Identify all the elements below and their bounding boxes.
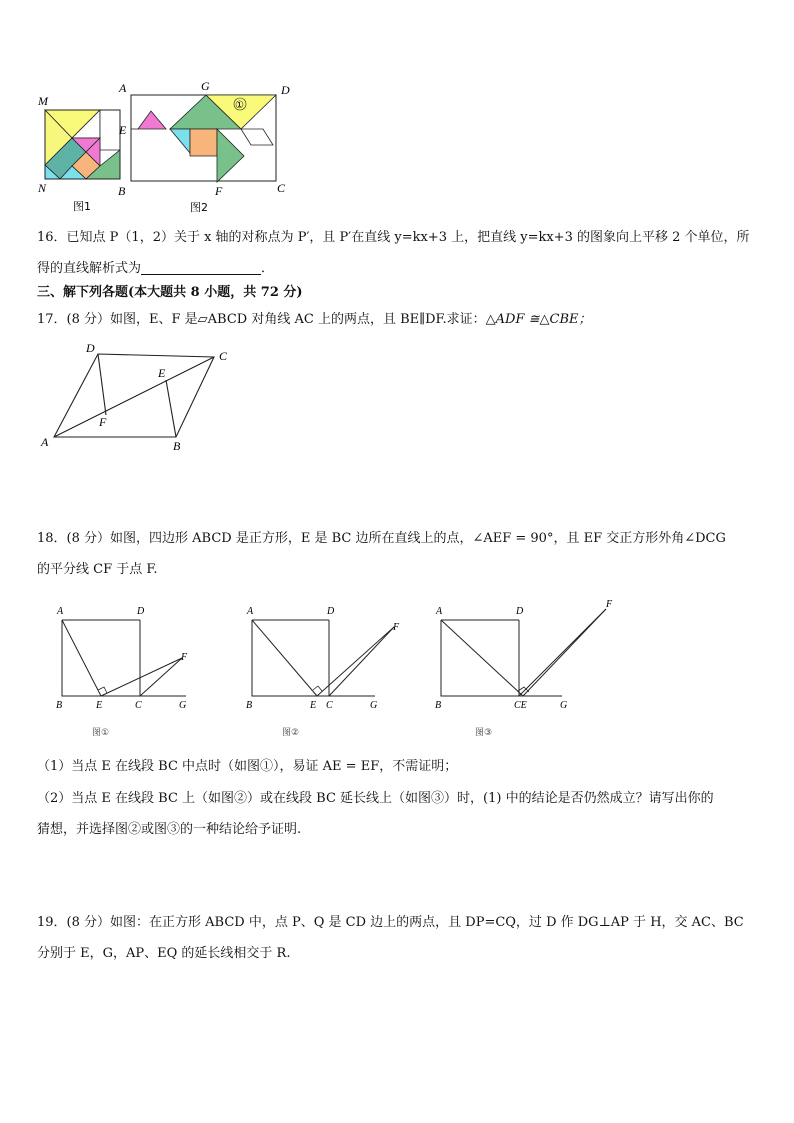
q17-text-pre: 17．(8 分）如图，E、F 是▱ABCD 对角线 AC 上的两点，且 BE∥DF.求证：	[37, 312, 486, 327]
q18-f3-label-D: D	[516, 606, 524, 617]
q18-part2-line1: （2）当点 E 在线段 BC 上（如图②）或在线段 BC 延长线上（如图③）时，(1) 中的结论是否仍然成立？请写出你的	[37, 791, 714, 806]
q19-line2: 分别于 E，G，AP、EQ 的延长线相交于 R.	[37, 946, 291, 961]
green-triangle-2-fig2	[217, 129, 244, 182]
label-B-q17: B	[173, 439, 181, 453]
q18-line1: 18．(8 分）如图，四边形 ABCD 是正方形，E 是 BC 边所在直线上的点，∠AEF = 90°，且 EF 交正方形外角∠DCG	[37, 531, 726, 546]
figure-2-caption: 图2	[190, 201, 208, 214]
q18-f2-label-A: A	[247, 606, 254, 617]
label-E-q17: E	[158, 366, 166, 380]
q18-line2: 的平分线 CF 于点 F.	[37, 562, 158, 577]
figure-1-caption: 图1	[73, 200, 91, 213]
label-D-fig2: D	[281, 83, 290, 97]
diagonal-AC	[54, 357, 214, 437]
cyan-triangle-fig2	[170, 129, 190, 153]
label-circle1: ①	[235, 100, 244, 111]
q18-f2-label-B: B	[246, 700, 253, 711]
label-A-q17: A	[41, 435, 49, 449]
q18-figure-3	[435, 599, 613, 738]
q18-f1-label-F: F	[181, 652, 188, 663]
section3-heading: 三、解下列各题(本大题共 8 小题，共 72 分)	[37, 285, 303, 300]
q18-figure-1	[56, 606, 188, 738]
segment-BE	[166, 380, 176, 437]
q16-line1: 16．已知点 P（1，2）关于 x 轴的对称点为 P′，且 P′在直线 y=kx+3 上，把直线 y=kx+3 的图象向上平移 2 个单位，所	[37, 230, 750, 245]
q18-f2-label-C: C	[326, 700, 333, 711]
q18-caption-1: 图①	[92, 728, 110, 738]
q18-f2-label-D: D	[327, 606, 335, 617]
q18-f1-label-G: G	[179, 700, 187, 711]
label-M: M	[38, 94, 48, 108]
q17-text-math: △ADF ≅△CBE；	[485, 312, 592, 327]
q16-answer-blank	[141, 260, 261, 275]
figure-1	[37, 94, 126, 213]
q18-f1-label-B: B	[56, 700, 63, 711]
figure-2	[118, 79, 290, 214]
q18-figures	[50, 596, 630, 744]
label-F-q17: F	[99, 415, 107, 429]
pink-triangle-fig2	[138, 111, 166, 129]
q18-f1-label-C: C	[135, 700, 142, 711]
segment-DF	[98, 354, 106, 415]
q18-f1-label-E: E	[96, 700, 103, 711]
q16-line2-post: ．	[261, 261, 275, 276]
label-G-fig2: G	[201, 79, 210, 93]
q18-f1-label-A: A	[57, 606, 64, 617]
q18-figure-2	[246, 606, 400, 738]
q19-line1: 19．(8 分）如图：在正方形 ABCD 中，点 P、Q 是 CD 边上的两点，且 DP=CQ，过 D 作 DG⊥AP 于 H，交 AC、BC	[37, 915, 744, 930]
q17-parallelogram-figure	[36, 340, 236, 455]
label-D-q17: D	[86, 341, 95, 355]
q18-part1: （1）当点 E 在线段 BC 中点时（如图①），易证 AE = EF，不需证明；	[37, 759, 458, 774]
label-A-fig2: A	[119, 81, 127, 95]
label-N: N	[38, 181, 47, 195]
q18-caption-3: 图③	[475, 728, 493, 738]
q17-text	[37, 304, 759, 336]
q18-f2-label-F: F	[393, 622, 400, 633]
tangram-figures	[30, 78, 310, 218]
q18-f2-label-G: G	[370, 700, 378, 711]
q18-caption-2: 图②	[282, 728, 300, 738]
q18-f3-label-F: F	[606, 599, 613, 610]
q16-line2-pre: 得的直线解析式为	[37, 261, 142, 276]
label-F-fig2: F	[215, 184, 223, 198]
white-parallelogram	[241, 129, 273, 145]
label-C-q17: C	[219, 349, 228, 363]
label-B: B	[118, 184, 126, 198]
label-E-fig2: E	[119, 123, 127, 137]
q18-f3-label-CE: CE	[514, 700, 527, 711]
white-rect	[100, 110, 120, 150]
q18-part2-line2: 猜想，并选择图②或图③的一种结论给予证明.	[37, 822, 302, 837]
label-C-fig2: C	[277, 181, 286, 195]
q18-f1-label-D: D	[137, 606, 145, 617]
q18-f3-label-G: G	[560, 700, 568, 711]
q18-f3-label-A: A	[436, 606, 443, 617]
orange-square-fig2	[190, 129, 217, 156]
q18-f2-label-E: E	[310, 700, 317, 711]
q18-f3-label-B: B	[435, 700, 442, 711]
